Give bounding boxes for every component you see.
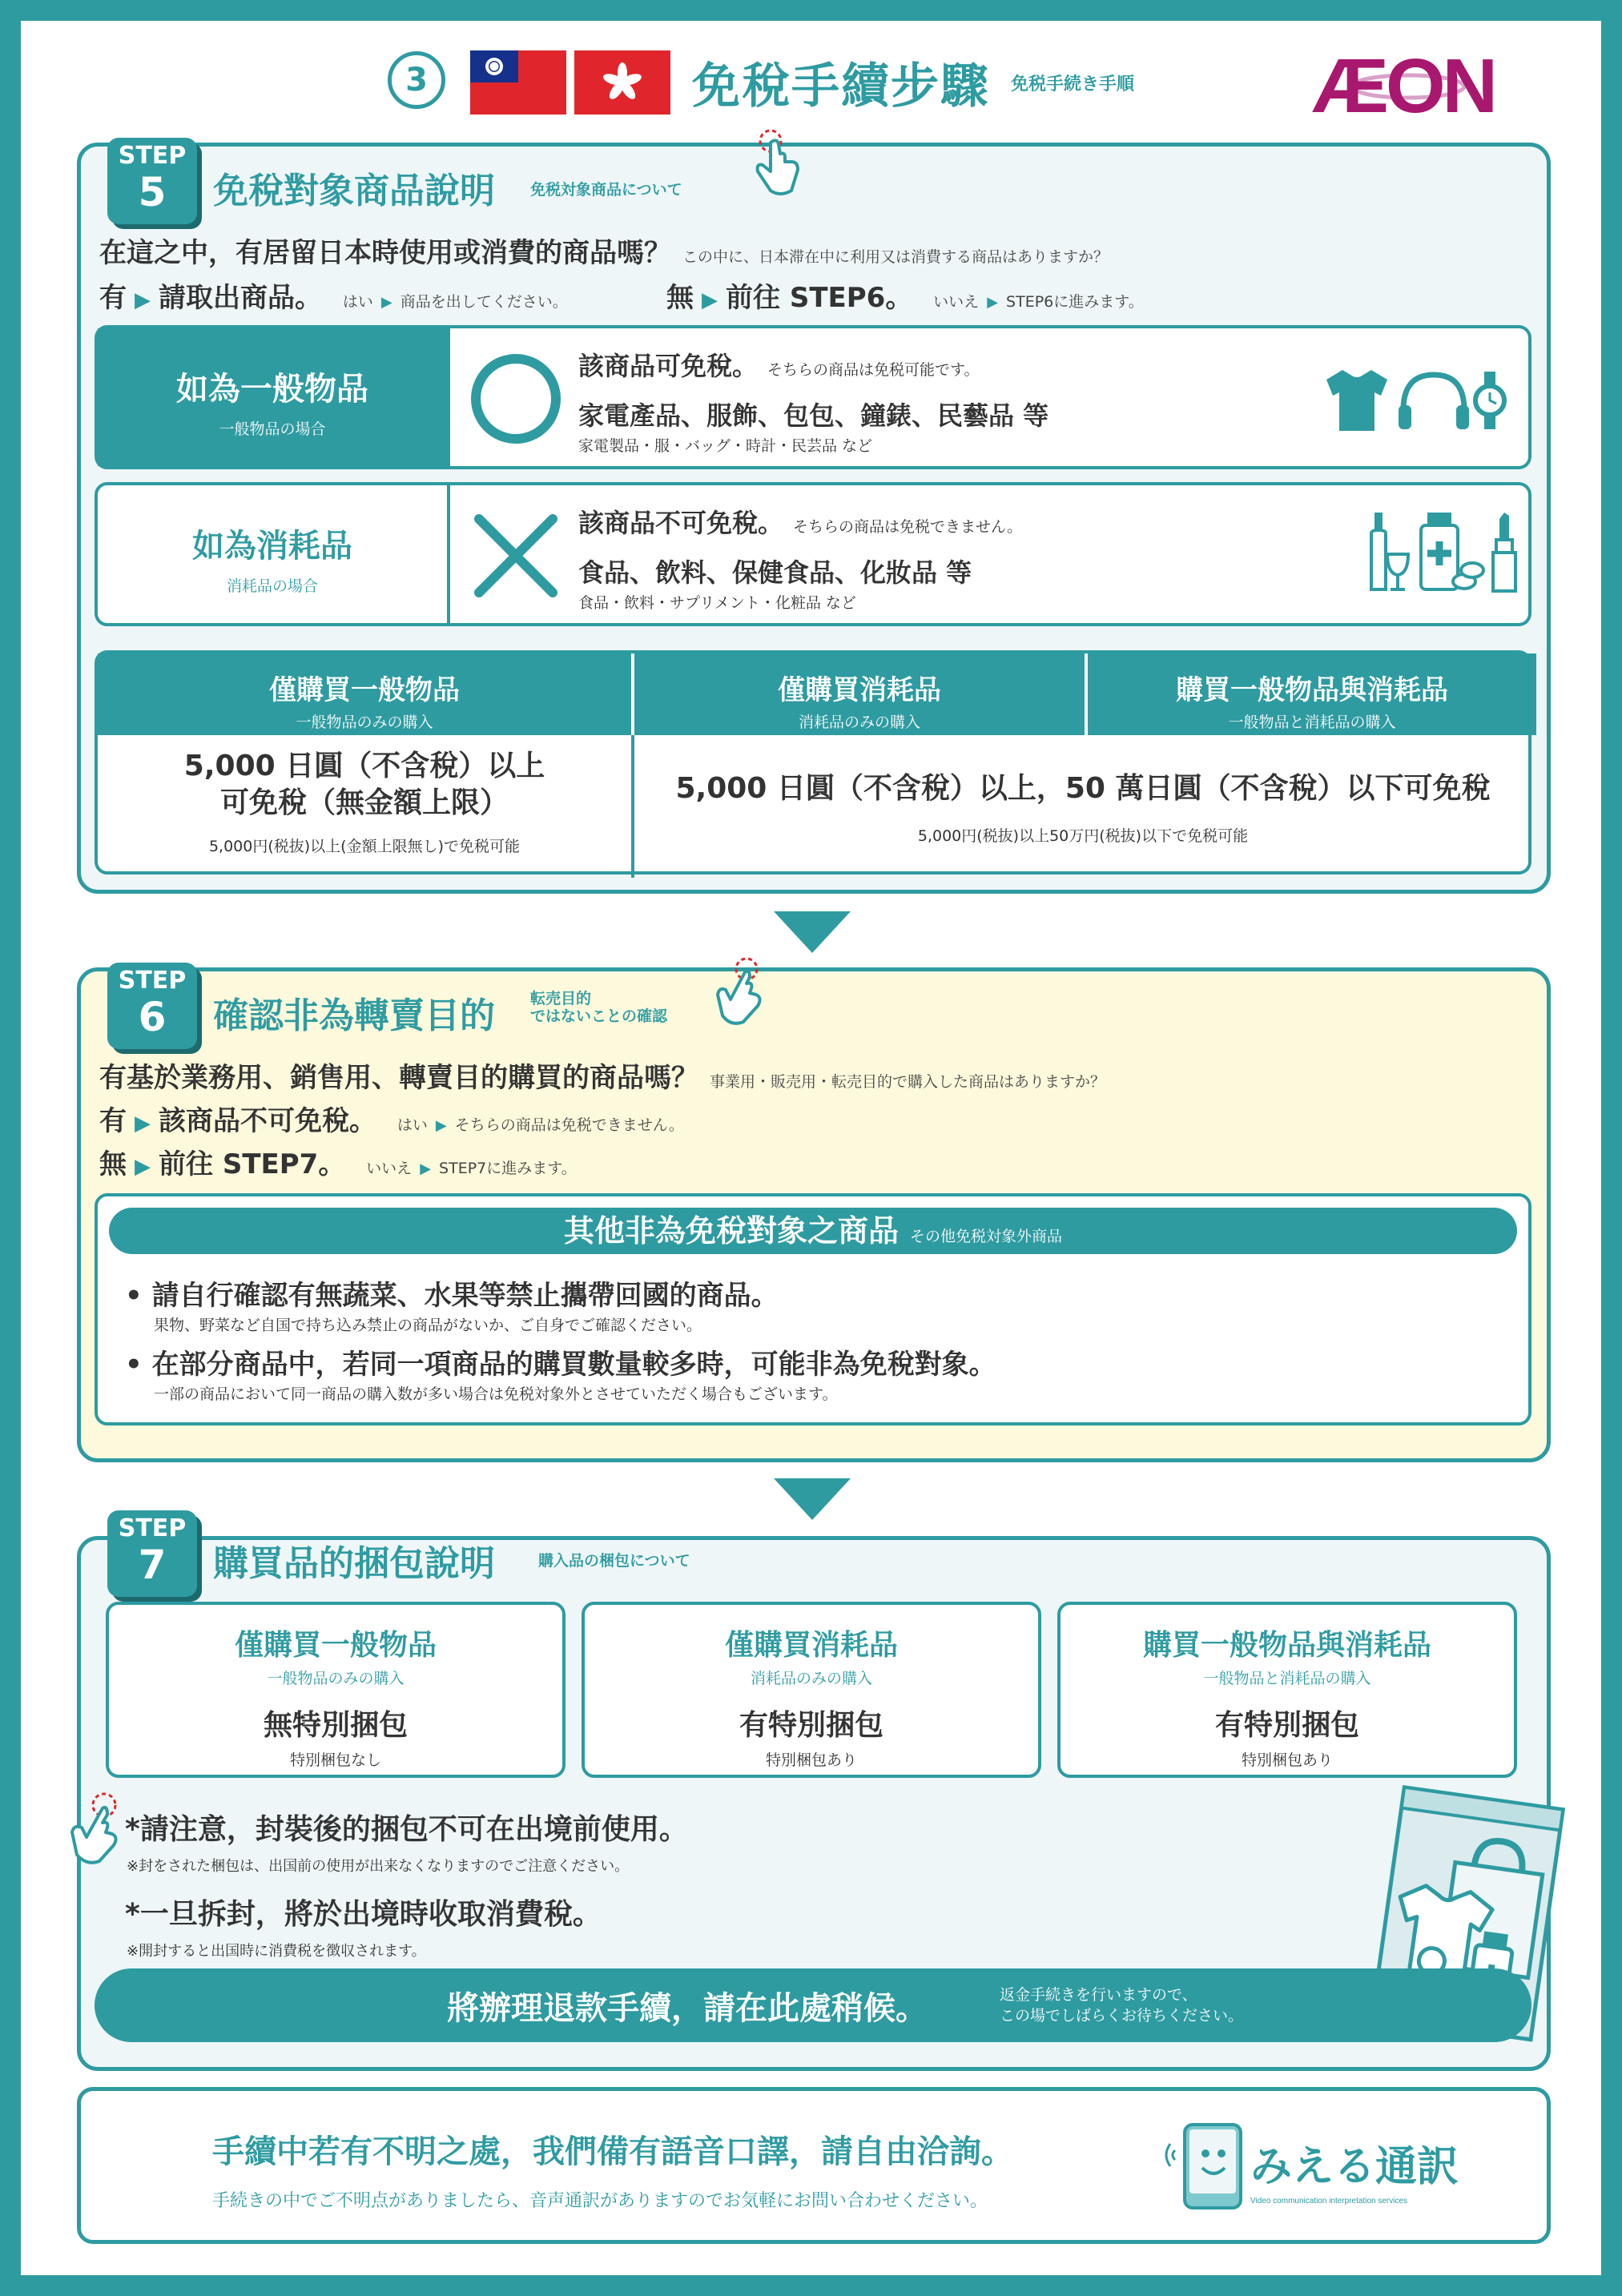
taiwan-flag-icon (470, 50, 566, 115)
purchase-limit-table (95, 650, 1531, 875)
bullet-item-jp: 一部の商品において同一商品の購入数が多い場合は免税対象外とさせていただく場合もございます。 (154, 1385, 838, 1403)
footer-text-jp: 手続きの中でご不明点がありましたら、音声通訳がありますのでお気軽にお問い合わせください。 (212, 2191, 988, 2211)
table-header-consumables: 僅購買消耗品 消耗品のみの購入 (634, 653, 1085, 735)
general-items-jp: 家電製品・服・バッグ・時計・民芸品 など (578, 437, 873, 455)
table-header-both: 購買一般物品與消耗品 一般物品と消耗品の購入 (1088, 653, 1536, 735)
aeon-logo (1312, 43, 1552, 129)
pack-box-general: 僅購買一般物品 一般物品のみの購入 無特別捆包 特別梱包なし (106, 1602, 565, 1778)
please-wait-banner: 將辦理退款手續，請在此處稍候。 返金手続きを行いますので、 この場でしばらくお待ちください。 (95, 1968, 1531, 2042)
step5-badge: STEP 5 (107, 138, 197, 224)
step6-title: 確認非為轉賣目的 (213, 995, 495, 1036)
hand-pointer-icon (50, 1791, 127, 1871)
step6-badge: STEP 6 (107, 963, 197, 1049)
svg-text:みえる通訳: みえる通訳 (1250, 2143, 1459, 2191)
footer-text: 手續中若有不明之處，我們備有語音口譯，請自由洽詢。 (212, 2133, 1013, 2170)
consumables-items: 食品、飲料、保健食品、化妝品 等 (578, 557, 972, 588)
consumables-label: 如為消耗品 消耗品の場合 (192, 528, 352, 595)
step-number-circle: 3 (388, 51, 445, 109)
svg-text:ÆON: ÆON (1312, 43, 1495, 129)
down-arrow-icon (774, 911, 851, 953)
table-cell-general: 5,000 日圓（不含稅）以上 可免稅（無金額上限） 5,000円(税抜)以上(金額上限無し)で免税可能 (183, 750, 545, 855)
cross-ng-icon (468, 508, 564, 604)
video-interpretation-logo (1170, 2118, 1459, 2226)
general-goods-label: 如為一般物品 一般物品の場合 (98, 328, 447, 466)
hand-pointer-icon (742, 128, 811, 203)
step6-title-jp: 転売目的 ではないことの確認 (530, 990, 668, 1025)
note-opened-package: *一旦拆封，將於出境時收取消費稅。 (125, 1898, 602, 1931)
general-items: 家電產品、服飾、包包、鐘錶、民藝品 等 (578, 400, 1049, 431)
step7-title-jp: 購入品の梱包について (538, 1552, 690, 1570)
step6-no-line: 無 ▶ 前往 STEP7。 いいえ ▶ STEP7に進みます。 (99, 1148, 577, 1180)
other-non-taxfree-title: 其他非為免稅對象之商品 その他免税対象外商品 (109, 1208, 1517, 1254)
bullet-item-jp: 果物、野菜など自国で持ち込み禁止の商品がないか、ご自身でご確認ください。 (154, 1317, 702, 1334)
wine-medicine-lipstick-icon (1368, 509, 1528, 601)
step7-badge: STEP 7 (107, 1510, 197, 1597)
consumables-items-jp: 食品・飲料・サプリメント・化粧品 など (578, 594, 856, 612)
hongkong-flag-icon (574, 50, 670, 115)
hand-pointer-icon (698, 956, 767, 1031)
general-goods-box (95, 325, 1531, 469)
consumables-box (95, 482, 1531, 626)
bullet-item: • 請自行確認有無蔬菜、水果等禁止攜帶回國的商品。 (125, 1280, 779, 1312)
step5-question: 在這之中，有居留日本時使用或消費的商品嗎？ この中に、日本滞在中に利用又は消費する商品はありますか？ (99, 237, 1109, 269)
pack-box-both: 購買一般物品與消耗品 一般物品と消耗品の購入 有特別捆包 特別梱包あり (1057, 1602, 1517, 1778)
page-title: 免稅手續步驟 (692, 58, 990, 115)
pack-box-consumables: 僅購買消耗品 消耗品のみの購入 有特別捆包 特別梱包あり (582, 1602, 1041, 1778)
circle-ok-icon (468, 351, 564, 447)
step5-yes-line: 有 ▶ 請取出商品。 はい ▶ 商品を出してください。 (99, 282, 568, 314)
note-sealed-package-jp: ※封をされた梱包は、出国前の使用が出来なくなりますのでご注意ください。 (127, 1858, 630, 1875)
step5-title: 免稅對象商品說明 (213, 171, 495, 211)
note-sealed-package: *請注意，封裝後的捆包不可在出境前使用。 (125, 1813, 688, 1846)
other-non-taxfree-box (95, 1193, 1531, 1425)
general-status: 該商品可免稅。 そちらの商品は免税可能です。 (578, 351, 980, 381)
note-opened-package-jp: ※開封すると出国時に消費税を徴収されます。 (127, 1943, 426, 1960)
step6-yes-line: 有 ▶ 該商品不可免稅。 はい ▶ そちらの商品は免税できません。 (99, 1105, 684, 1137)
page-title-jp: 免税手続き手順 (1011, 74, 1135, 94)
bullet-item: • 在部分商品中，若同一項商品的購買數量較多時，可能非為免稅對象。 (125, 1349, 996, 1381)
interpretation-footer (77, 2087, 1551, 2244)
table-header-general: 僅購買一般物品 一般物品のみの購入 (98, 653, 631, 735)
step6-question: 有基於業務用、銷售用、轉賣目的購買的商品嗎？ 事業用・販売用・転売目的で購入した商品はありますか？ (99, 1062, 1106, 1094)
down-arrow-icon (774, 1478, 851, 1520)
consumables-status: 該商品不可免稅。 そちらの商品は免税できません。 (578, 508, 1023, 538)
page (21, 21, 1601, 2275)
svg-text:Video communication interpreta: Video communication interpretation services (1250, 2197, 1408, 2206)
step7-title: 購買品的捆包說明 (213, 1543, 495, 1584)
table-cell-consumables-both: 5,000 日圓（不含稅）以上，50 萬日圓（不含稅）以下可免稅 5,000円(税抜)以上50万円(税抜)以下で免税可能 (675, 772, 1491, 845)
step5-no-line: 無 ▶ 前往 STEP6。 いいえ ▶ STEP6に進みます。 (666, 282, 1144, 314)
clothes-headphone-watch-icon (1320, 364, 1504, 439)
step5-title-jp: 免税対象商品について (530, 181, 682, 199)
